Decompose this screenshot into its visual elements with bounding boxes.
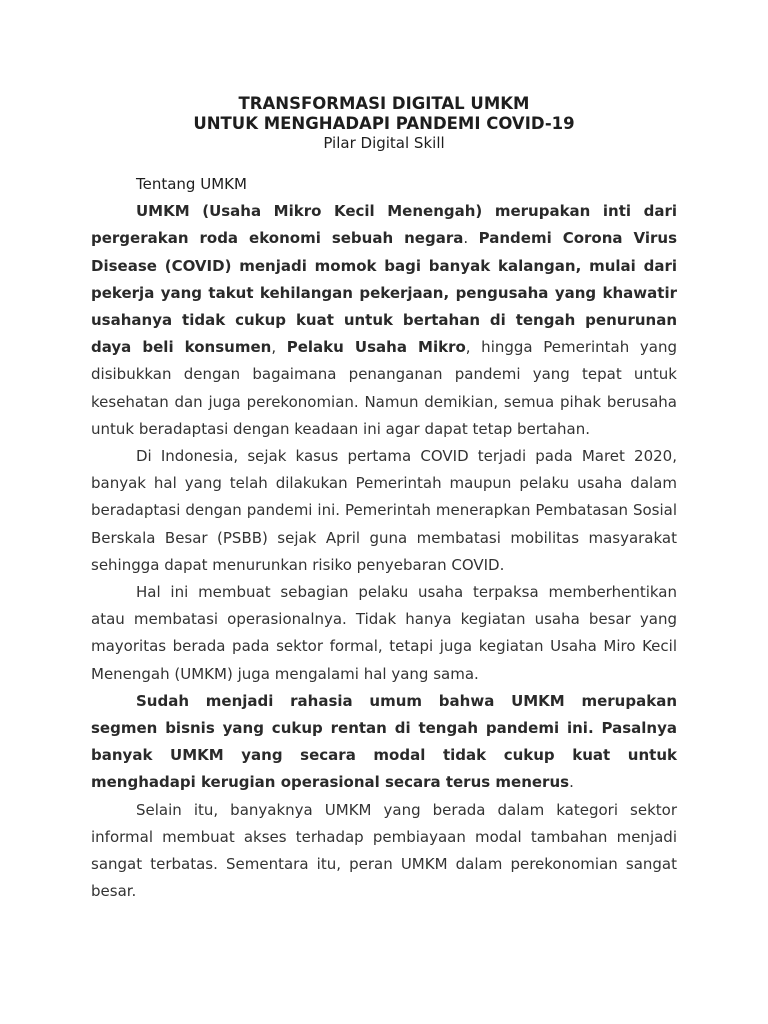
text-segment: . (463, 229, 479, 248)
text-segment: Sudah menjadi rahasia umum bahwa UMKM merupakan segmen bisnis yang cukup rentan di tengah pandemi ini. Pasalnya banyak UMKM yang secara modal tidak cukup kuat untuk menghadapi kerugian operasional secara terus menerus (91, 691, 677, 792)
text-segment: Pelaku Usaha Mikro (286, 338, 466, 357)
text-segment: Hal ini membuat sebagian pelaku usaha terpaksa memberhentikan atau membatasi operasionalnya. Tidak hanya kegiatan usaha besar yang mayoritas berada pada sektor formal, tetapi juga kegiatan Usaha Miro Kecil Menengah (UMKM) juga mengalami hal yang sama. (91, 583, 677, 683)
paragraph-3 (91, 579, 677, 688)
section-heading: Tentang UMKM (136, 175, 247, 193)
text-segment: , hingga Pemerintah yang disibukkan dengan bagaimana penanganan pandemi yang tepat untuk kesehatan dan juga perekonomian. Namun demikian, semua pihak berusaha untuk beradaptasi dengan keadaan ini agar dapat tetap bertahan. (91, 338, 677, 438)
paragraph-2 (91, 443, 677, 579)
paragraph-4 (91, 688, 677, 797)
document-subtitle: Pilar Digital Skill (323, 134, 445, 152)
text-segment: Pandemi Corona Virus Disease (COVID) menjadi momok bagi banyak kalangan, mulai dari pekerja yang takut kehilangan pekerjaan, pengusaha yang khawatir usahanya tidak cukup kuat untuk bertahan di tengah penurunan daya beli konsumen (91, 229, 677, 357)
text-segment: . (569, 773, 574, 792)
text-segment: Di Indonesia, sejak kasus pertama COVID terjadi pada Maret 2020, banyak hal yang telah dilakukan Pemerintah maupun pelaku usaha dalam beradaptasi dengan pandemi ini. Pemerintah menerapkan Pembatasan Sosial Berskala Besar (PSBB) sejak April guna membatasi mobilitas masyarakat sehingga dapat menurunkan risiko penyebaran COVID. (91, 447, 677, 574)
document-title-line-1: TRANSFORMASI DIGITAL UMKM (238, 94, 530, 113)
paragraph-5 (91, 797, 677, 906)
document-page (91, 94, 677, 905)
document-title-line-2: UNTUK MENGHADAPI PANDEMI COVID-19 (193, 114, 575, 133)
text-segment: Selain itu, banyaknya UMKM yang berada dalam kategori sektor informal membuat akses terhadap pembiayaan modal tambahan menjadi sangat terbatas. Sementara itu, peran UMKM dalam perekonomian sangat besar. (91, 800, 677, 901)
paragraph-1 (91, 198, 677, 443)
text-segment: , (271, 338, 287, 357)
text-segment: UMKM (Usaha Mikro Kecil Menengah) merupakan inti dari pergerakan roda ekonomi sebuah negara (91, 202, 677, 248)
